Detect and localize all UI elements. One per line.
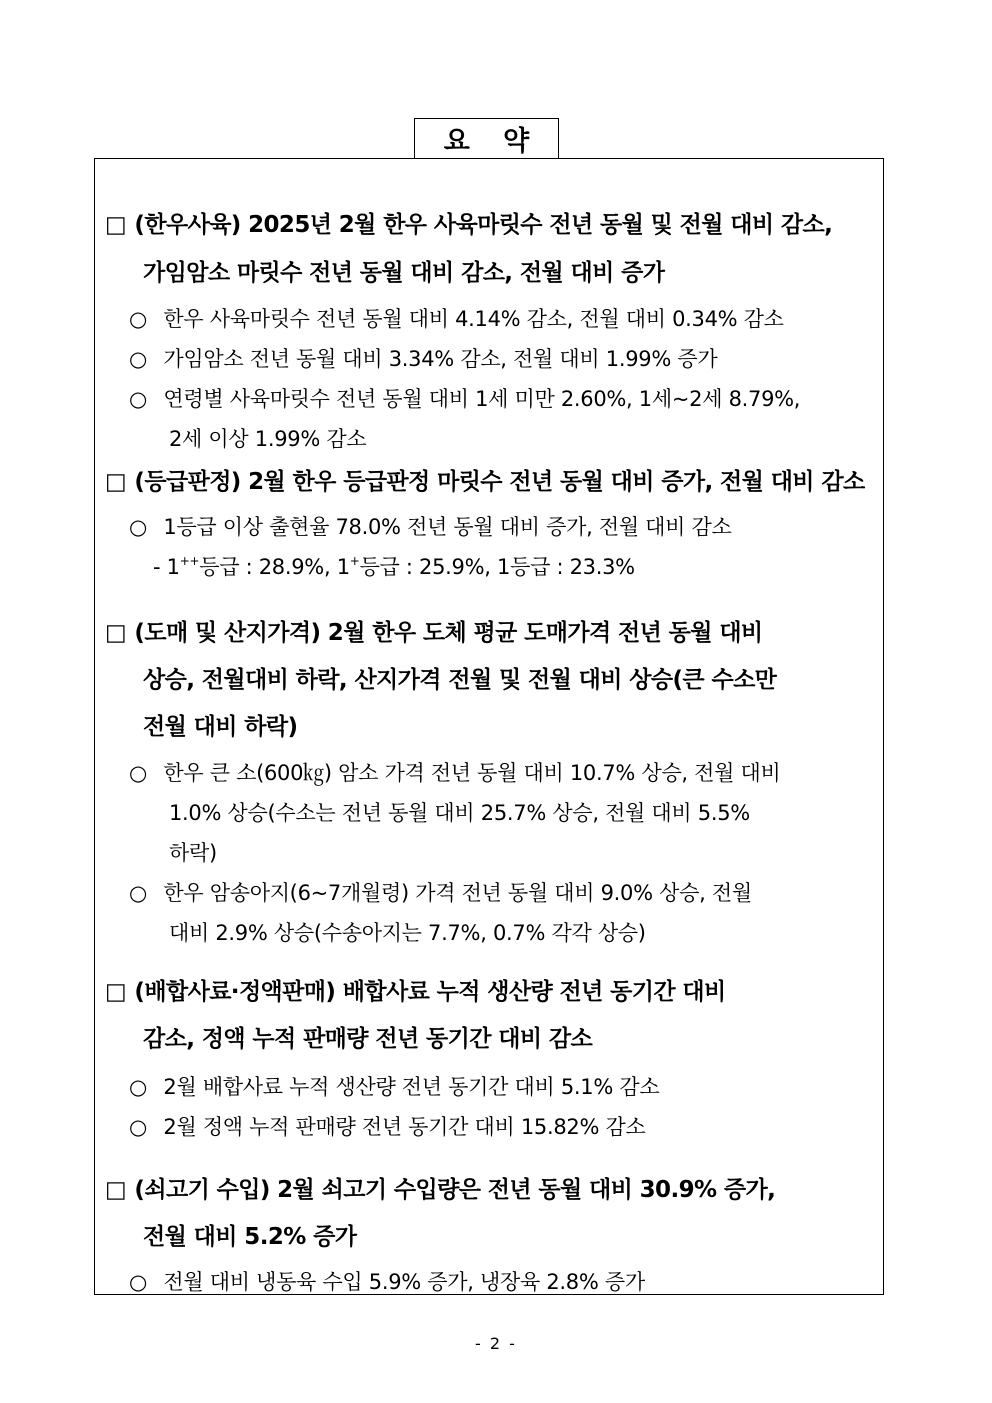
section-4-bullet-2: ○ 2월 정액 누적 판매량 전년 동기간 대비 15.82% 감소: [129, 1115, 646, 1139]
section-3-bullet-1: ○ 한우 큰 소(600㎏) 암소 가격 전년 동월 대비 10.7% 상승, 전월 대비: [129, 761, 781, 785]
section-1-bullet-1: ○ 한우 사육마릿수 전년 동월 대비 4.14% 감소, 전월 대비 0.34% 감소: [129, 307, 784, 331]
checkbox-square-icon: □: [105, 979, 127, 1005]
checkbox-square-icon: □: [105, 469, 127, 495]
section-1-bullet-3: ○ 연령별 사육마릿수 전년 동월 대비 1세 미만 2.60%, 1세~2세 8.79%,: [129, 387, 801, 411]
circle-bullet-icon: ○: [129, 387, 148, 411]
section-1-heading-line-2: 가임암소 마릿수 전년 동월 대비 감소, 전월 대비 증가: [143, 260, 665, 286]
section-2-heading-line-1: □ (등급판정) 2월 한우 등급판정 마릿수 전년 동월 대비 증가, 전월 대비 감소: [105, 469, 865, 495]
page-number: - 2 -: [475, 1334, 517, 1353]
section-3-bullet-2-cont: 대비 2.9% 상승(수송아지는 7.7%, 0.7% 각각 상승): [169, 921, 646, 945]
circle-bullet-icon: ○: [129, 1075, 148, 1099]
checkbox-square-icon: □: [105, 1177, 127, 1203]
section-1-bullet-3-cont: 2세 이상 1.99% 감소: [169, 427, 367, 451]
section-5-heading-line-1: □ (쇠고기 수입) 2월 쇠고기 수입량은 전년 동월 대비 30.9% 증가,: [105, 1177, 776, 1203]
circle-bullet-icon: ○: [129, 515, 148, 539]
section-4-heading-line-2: 감소, 정액 누적 판매량 전년 동기간 대비 감소: [143, 1026, 593, 1052]
section-5-heading-line-2: 전월 대비 5.2% 증가: [143, 1224, 357, 1250]
section-3-bullet-2: ○ 한우 암송아지(6~7개월령) 가격 전년 동월 대비 9.0% 상승, 전월: [129, 881, 752, 905]
section-3-heading-line-2: 상승, 전월대비 하락, 산지가격 전월 및 전월 대비 상승(큰 수소만: [143, 667, 777, 693]
section-3-bullet-1-cont-1: 1.0% 상승(수소는 전년 동월 대비 25.7% 상승, 전월 대비 5.5%: [169, 801, 750, 825]
circle-bullet-icon: ○: [129, 881, 148, 905]
summary-title: 요 약: [414, 118, 559, 158]
section-3-heading-line-1: □ (도매 및 산지가격) 2월 한우 도체 평균 도매가격 전년 동월 대비: [105, 620, 763, 646]
circle-bullet-icon: ○: [129, 1115, 148, 1139]
section-1-heading-line-1: □ (한우사육) 2025년 2월 한우 사육마릿수 전년 동월 및 전월 대비 감소,: [105, 212, 833, 238]
section-4-heading-line-1: □ (배합사료·정액판매) 배합사료 누적 생산량 전년 동기간 대비: [105, 979, 726, 1005]
circle-bullet-icon: ○: [129, 761, 148, 785]
section-3-heading-line-3: 전월 대비 하락): [143, 714, 298, 740]
section-3-bullet-1-cont-2: 하락): [169, 841, 217, 865]
section-5-bullet-1: ○ 전월 대비 냉동육 수입 5.9% 증가, 냉장육 2.8% 증가: [129, 1270, 645, 1294]
section-4-bullet-1: ○ 2월 배합사료 누적 생산량 전년 동기간 대비 5.1% 감소: [129, 1075, 660, 1099]
circle-bullet-icon: ○: [129, 347, 148, 371]
summary-frame: [94, 158, 884, 1295]
section-1-bullet-2: ○ 가임암소 전년 동월 대비 3.34% 감소, 전월 대비 1.99% 증가: [129, 347, 718, 371]
checkbox-square-icon: □: [105, 620, 127, 646]
circle-bullet-icon: ○: [129, 1270, 148, 1294]
section-2-bullet-1: ○ 1등급 이상 출현율 78.0% 전년 동월 대비 증가, 전월 대비 감소: [129, 515, 732, 539]
grade-breakdown-line: - 1++등급 : 28.9%, 1+등급 : 25.9%, 1등급 : 23.3%: [153, 554, 635, 579]
checkbox-square-icon: □: [105, 212, 127, 238]
circle-bullet-icon: ○: [129, 307, 148, 331]
